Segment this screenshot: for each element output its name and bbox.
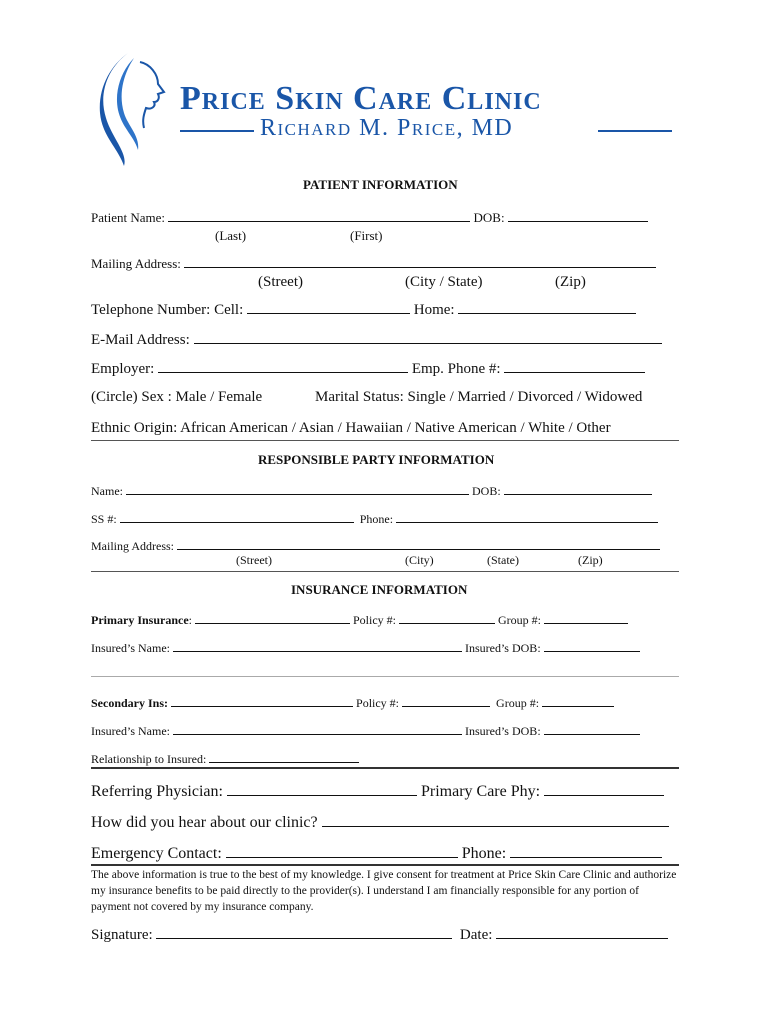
city-state-label: (City / State) [405,274,483,290]
group-field[interactable] [544,611,628,624]
cell-field[interactable] [247,301,410,314]
section-divider [91,864,679,866]
insured-dob-label: Insured’s DOB: [464,641,541,655]
policy2-field[interactable] [402,694,490,707]
patient-name-field[interactable] [168,209,470,222]
hear-label: How did you hear about our clinic? [91,814,318,831]
primary-care-field[interactable] [544,783,664,796]
street-label: (Street) [258,274,303,290]
mailing-label: Mailing Address: [91,256,181,271]
emp-phone-field[interactable] [504,360,645,373]
primary-care-label: Primary Care Phy: [420,783,541,800]
dob-label: DOB: [473,210,505,225]
rp-city-label: (City) [405,553,434,567]
primary-ins-label: Primary Insurance [91,613,189,627]
emergency-label: Emergency Contact: [91,845,222,862]
clinic-name: Price Skin Care Clinic [180,80,542,117]
sex-options[interactable]: (Circle) Sex : Male / Female [91,389,263,405]
cell-label: Telephone Number: Cell: [91,302,244,318]
rp-name-label: Name: [91,484,123,498]
ethnic-options[interactable]: Ethnic Origin: African American / Asian / Hawaiian / Native American / White / Other [91,420,611,436]
date-label: Date: [459,927,493,943]
rp-dob-field[interactable] [504,482,652,495]
ss-label: SS #: [91,512,117,526]
doctor-name: Richard M. Price, MD [260,115,514,141]
signature-field[interactable] [156,926,452,939]
patient-name-label: Patient Name: [91,210,166,225]
emergency-phone-label: Phone: [461,845,507,862]
ss-field[interactable] [120,510,354,523]
emergency-phone-field[interactable] [510,845,662,858]
rp-mailing-field[interactable] [177,537,660,550]
relationship-label: Relationship to Insured: [91,752,207,766]
rp-zip-label: (Zip) [578,553,603,567]
signature-label: Signature: [91,927,153,943]
email-field[interactable] [194,331,662,344]
section-divider [91,676,679,677]
insured2-dob-field[interactable] [544,722,640,735]
insured2-name-field[interactable] [173,722,462,735]
responsible-heading: RESPONSIBLE PARTY INFORMATION [258,452,495,467]
dob-field[interactable] [508,209,648,222]
section-divider [91,767,679,769]
hear-field[interactable] [322,814,669,827]
emp-phone-label: Emp. Phone #: [411,361,501,377]
group2-label: Group #: [496,696,540,710]
policy2-label: Policy #: [356,696,400,710]
divider [598,130,672,132]
home-field[interactable] [458,301,636,314]
secondary-ins-label: Secondary Ins: [91,696,169,710]
section-divider [91,571,679,572]
insured-dob-field[interactable] [544,639,640,652]
relationship-field[interactable] [209,750,359,763]
email-label: E-Mail Address: [91,332,190,348]
date-field[interactable] [496,926,668,939]
rp-state-label: (State) [487,553,519,567]
insured2-name-label: Insured’s Name: [91,724,170,738]
referring-label: Referring Physician: [91,783,223,800]
group-label: Group #: [498,613,542,627]
insurance-heading: INSURANCE INFORMATION [291,582,468,597]
rp-dob-label: DOB: [472,484,501,498]
last-label: (Last) [215,228,247,243]
patient-heading: PATIENT INFORMATION [303,177,458,192]
mailing-field[interactable] [184,255,656,268]
rp-phone-label: Phone: [359,512,394,526]
referring-field[interactable] [227,783,417,796]
primary-ins-field[interactable] [195,611,350,624]
section-divider [91,440,679,441]
zip-label: (Zip) [555,274,586,290]
consent-text: The above information is true to the best of my knowledge. I give consent for treatment at Price Skin Care Clinic and authorize my insurance benefits to be paid directly to the provider(s). I understand I am financially responsible for any portion of payment not covered by my insurance company. [91,869,677,913]
insured-name-field[interactable] [173,639,462,652]
home-label: Home: [413,302,455,318]
policy-field[interactable] [399,611,495,624]
divider [180,130,254,132]
insured-name-label: Insured’s Name: [91,641,170,655]
rp-street-label: (Street) [236,553,272,567]
secondary-ins-field[interactable] [171,694,353,707]
first-label: (First) [350,228,383,243]
insured2-dob-label: Insured’s DOB: [464,724,541,738]
emergency-field[interactable] [226,845,458,858]
group2-field[interactable] [542,694,614,707]
policy-label: Policy #: [353,613,397,627]
rp-phone-field[interactable] [396,510,658,523]
face-profile-icon [88,48,178,168]
marital-options[interactable]: Marital Status: Single / Married / Divorced / Widowed [315,389,643,405]
rp-name-field[interactable] [126,482,469,495]
rp-mailing-label: Mailing Address: [91,539,174,553]
employer-label: Employer: [91,361,155,377]
employer-field[interactable] [158,360,408,373]
